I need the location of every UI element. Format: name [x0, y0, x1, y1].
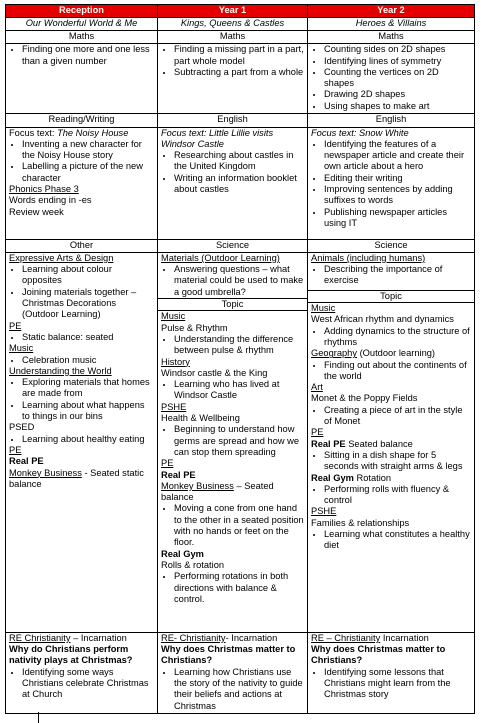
pshe-list [311, 529, 471, 552]
list-item: • Learning about colour opposites [22, 264, 154, 287]
pe-title-2: PE [9, 444, 22, 455]
list-item: • Subtracting a part from a whole [174, 67, 304, 78]
maths-reception [6, 44, 158, 114]
gym-line: Rolls & rotation [161, 559, 225, 570]
real-gym-label: Real Gym [161, 548, 204, 559]
focus-text-line: Focus text: The Noisy House [9, 127, 129, 138]
english-year2-list [311, 139, 471, 229]
history-title: History [161, 356, 190, 367]
pe-title: PE [161, 458, 174, 469]
re-list [311, 667, 471, 701]
other-content-row [6, 252, 475, 632]
real-pe-line: Real PE Seated balance [311, 438, 413, 449]
list-item: • Learning about healthy eating [22, 434, 154, 445]
re-list [161, 667, 304, 712]
english-heading-row [6, 114, 475, 127]
maths-heading-year2: Maths [308, 31, 475, 44]
list-item: • Sitting in a dish shape for 5 seconds with straight arms & legs [324, 450, 471, 473]
list-item: • Learning who has lived at Windsor Castle [174, 379, 304, 402]
science-heading-year2: Science [308, 239, 475, 252]
gym-list [161, 571, 304, 605]
pshe-line: Health & Wellbeing [161, 413, 240, 424]
science-heading-year1: Science [158, 239, 308, 252]
monkey-business-line: Monkey Business – Seated balance [161, 480, 274, 503]
re-list [9, 667, 154, 701]
english-year2 [308, 127, 475, 239]
header-reception: Reception [6, 5, 158, 18]
list-item: • Static balance: seated [22, 332, 154, 343]
pe-list [9, 332, 154, 343]
review-line: Review week [9, 206, 64, 217]
re-title-line: RE- Christianity- Incarnation [161, 632, 278, 643]
focus-text-line: Focus text: Snow White [311, 127, 409, 138]
history-line: Windsor castle & the King [161, 367, 268, 378]
maths-year2 [308, 44, 475, 114]
re-title-line: RE Christianity – Incarnation [9, 632, 127, 643]
other-heading-row [6, 239, 475, 252]
english-heading-year1: English [158, 114, 308, 127]
english-heading-year2: English [308, 114, 475, 127]
science-list [161, 264, 304, 298]
list-item: • Understanding the difference between pulse & rhythm [174, 334, 304, 357]
list-item: • Improving sentences by adding suffixes to words [324, 184, 471, 207]
list-item: • Finding a missing part in a part, part whole model [174, 44, 304, 67]
art-title: Art [311, 382, 323, 393]
list-item: • Identifying some lessons that Christians might learn from the Christmas story [324, 667, 471, 701]
pshe-title: PSHE [161, 401, 187, 412]
music-line: Pulse & Rhythm [161, 322, 228, 333]
theme-reception: Our Wonderful World & Me [6, 18, 158, 31]
year-header-row [6, 5, 475, 18]
history-list [161, 379, 304, 402]
list-item: • Moving a cone from one hand to the other in a seated position with no hands or feet on the floor. [174, 503, 304, 548]
english-reception [6, 127, 158, 239]
theme-year2: Heroes & Villains [308, 18, 475, 31]
music-list [311, 326, 471, 349]
pe-title: PE [9, 320, 22, 331]
list-item: • Joining materials together – Christmas Decorations (Outdoor Learning) [22, 287, 154, 321]
utw-list [9, 377, 154, 422]
music-title: Music [9, 343, 34, 354]
re-year2 [308, 632, 475, 713]
english-content-row [6, 127, 475, 239]
other-heading-reception: Other [6, 239, 158, 252]
monkey-list [161, 503, 304, 548]
list-item: • Celebration music [22, 355, 154, 366]
list-item: • Exploring materials that homes are made from [22, 377, 154, 400]
maths-year2-list [311, 44, 471, 112]
phonics-line: Words ending in -es [9, 195, 92, 206]
list-item: • Learning what constitutes a healthy diet [324, 529, 471, 552]
list-item: • Beginning to understand how germs are spread and how we can stop them spreading [174, 424, 304, 458]
pshe-list [161, 424, 304, 458]
real-pe-label: Real PE [9, 456, 44, 467]
list-item: • Learning how Christians use the story of the nativity to guide their beliefs and actions at Christmas [174, 667, 304, 712]
science-title: Materials (Outdoor Learning) [161, 252, 280, 263]
list-item: • Counting sides on 2D shapes [324, 44, 471, 55]
list-item: • Finding out about the continents of the world [324, 360, 471, 383]
list-item: • Answering questions – what material could be used to make a good umbrella? [174, 264, 304, 298]
music-list [9, 355, 154, 366]
monkey-business-line: Monkey Business - Seated static balance [9, 467, 144, 489]
gym-list [311, 484, 471, 507]
art-list [311, 405, 471, 428]
topic-heading-year2: Topic [308, 290, 474, 303]
page-edge-marker [38, 712, 39, 723]
pe-title: PE [311, 427, 324, 438]
re-title-line: RE – Christianity Incarnation [311, 632, 429, 643]
phonics-title: Phonics Phase 3 [9, 184, 79, 195]
list-item: • Performing rotations in both directions with balance & control. [174, 571, 304, 605]
header-year2: Year 2 [308, 5, 475, 18]
utw-title: Understanding the World [9, 365, 112, 376]
list-item: • Researching about castles in the United Kingdom [174, 150, 304, 173]
maths-year1-list [161, 44, 304, 78]
list-item: • Labelling a picture of the new character [22, 161, 154, 184]
list-item: • Counting the vertices on 2D shapes [324, 67, 471, 90]
list-item: • Identifying the features of a newspaper article and create their own article about a hero [324, 139, 471, 173]
other-year2 [308, 252, 475, 632]
maths-heading-year1: Maths [158, 31, 308, 44]
science-list [311, 264, 471, 287]
real-pe-label: Real PE [161, 469, 196, 480]
pshe-title: PSHE [311, 506, 337, 517]
ead-title: Expressive Arts & Design [9, 252, 114, 263]
re-question: Why does Christmas matter to Christians? [311, 644, 446, 666]
list-item: • Writing an information booklet about castles [174, 173, 304, 196]
list-item: • Publishing newspaper articles using IT [324, 207, 471, 230]
science-title: Animals (including humans) [311, 252, 426, 263]
music-line: West African rhythm and dynamics [311, 314, 454, 325]
pe-list [311, 450, 471, 473]
list-item: • Creating a piece of art in the style of Monet [324, 405, 471, 428]
re-question: Why does Christmas matter to Christians? [161, 644, 296, 666]
music-title: Music [161, 311, 186, 322]
english-year1 [158, 127, 308, 239]
theme-year1: Kings, Queens & Castles [158, 18, 308, 31]
maths-reception-list [9, 44, 154, 67]
english-heading-reception: Reading/Writing [6, 114, 158, 127]
pshe-line: Families & relationships [311, 517, 410, 528]
re-question: Why do Christians perform nativity plays at Christmas? [9, 644, 133, 666]
english-reception-list [9, 139, 154, 184]
list-item: • Drawing 2D shapes [324, 89, 471, 100]
english-year1-list [161, 150, 304, 195]
re-content-row [6, 632, 475, 713]
other-year1 [158, 252, 308, 632]
geography-line: Geography (Outdoor learning) [311, 348, 436, 359]
re-reception [6, 632, 158, 713]
psed-list [9, 434, 154, 445]
psed-title: PSED [9, 422, 35, 433]
list-item: • Using shapes to make art [324, 101, 471, 112]
ead-list [9, 264, 154, 320]
list-item: • Performing rolls with fluency & control [324, 484, 471, 507]
music-title: Music [311, 303, 336, 314]
music-list [161, 334, 304, 357]
list-item: • Identifying some ways Christians celebrate Christmas at Church [22, 667, 154, 701]
other-reception [6, 252, 158, 632]
re-year1 [158, 632, 308, 713]
list-item: • Learning about what happens to things in our bins [22, 400, 154, 423]
list-item: • Describing the importance of exercise [324, 264, 471, 287]
maths-heading-reception: Maths [6, 31, 158, 44]
maths-heading-row [6, 31, 475, 44]
maths-year1 [158, 44, 308, 114]
curriculum-table [5, 4, 475, 714]
theme-row [6, 18, 475, 31]
header-year1: Year 1 [158, 5, 308, 18]
list-item: • Inventing a new character for the Noisy House story [22, 139, 154, 162]
art-line: Monet & the Poppy Fields [311, 393, 418, 404]
real-gym-line: Real Gym Rotation [311, 472, 392, 483]
list-item: • Editing their writing [324, 173, 471, 184]
list-item: • Adding dynamics to the structure of rhythms [324, 326, 471, 349]
maths-content-row [6, 44, 475, 114]
list-item: • Identifying lines of symmetry [324, 56, 471, 67]
geography-list [311, 360, 471, 383]
focus-text-line: Focus text: Little Lillie visits Windsor Castle [161, 127, 274, 149]
topic-heading-year1: Topic [158, 298, 307, 311]
list-item: • Finding one more and one less than a given number [22, 44, 154, 67]
